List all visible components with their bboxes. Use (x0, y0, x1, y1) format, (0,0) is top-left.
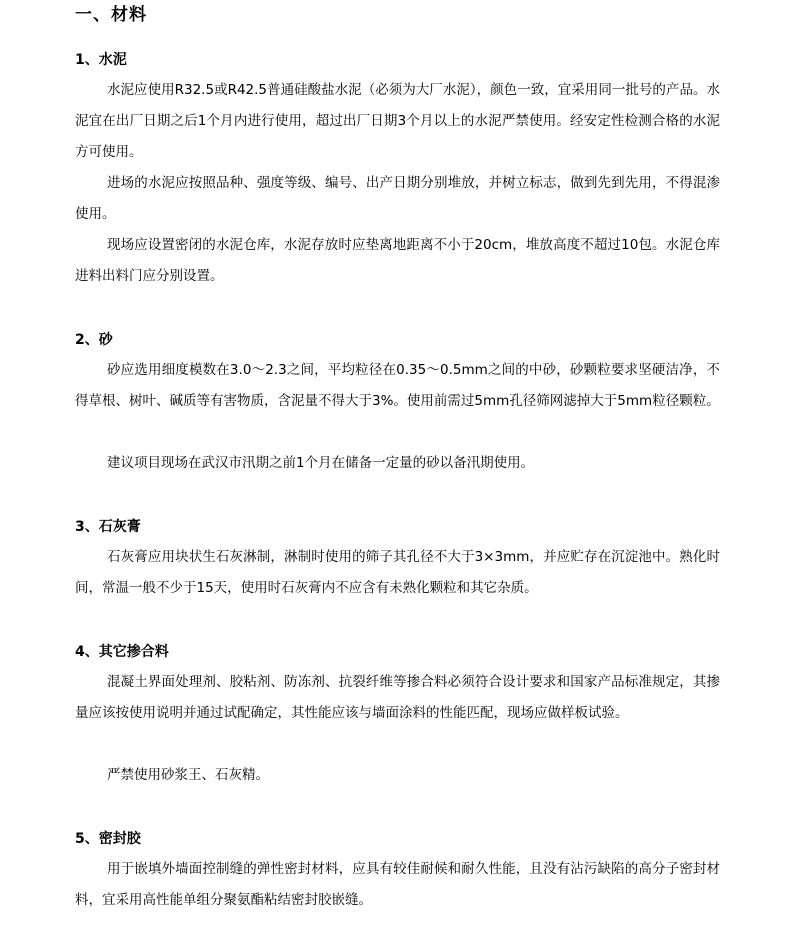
section-heading: 2、砂 (75, 332, 113, 348)
paragraph: 水泥应使用R32.5或R42.5普通硅酸盐水泥（必须为大厂水泥），颜色一致，宜采用同一批号的产品。水泥宜在出厂日期之后1个月内进行使用，超过出厂日期3个月以上的水泥严禁使用。经安定性检测合格的水泥方可使用。 (75, 82, 720, 160)
chapter-title: 一、材料 (75, 5, 147, 25)
paragraph: 石灰膏应用块状生石灰淋制，淋制时使用的筛子其孔径不大于3×3mm，并应贮存在沉淀池中。熟化时间，常温一般不少于15天，使用时石灰膏内不应含有未熟化颗粒和其它杂质。 (75, 549, 720, 596)
paragraph: 混凝土界面处理剂、胶粘剂、防冻剂、抗裂纤维等掺合料必须符合设计要求和国家产品标准规定，其掺量应该按使用说明并通过试配确定，其性能应该与墙面涂料的性能匹配，现场应做样板试验。 (75, 674, 720, 721)
section-heading: 4、其它掺合料 (75, 644, 169, 660)
paragraph: 进场的水泥应按照品种、强度等级、编号、出产日期分别堆放，并树立标志，做到先到先用，不得混渗使用。 (75, 175, 720, 222)
paragraph: 严禁使用砂浆王、石灰精。 (107, 767, 269, 783)
section-heading: 5、密封胶 (75, 831, 141, 847)
paragraph: 现场应设置密闭的水泥仓库，水泥存放时应垫离地距离不小于20cm，堆放高度不超过10包。水泥仓库进料出料门应分别设置。 (75, 237, 720, 284)
paragraph: 用于嵌填外墙面控制缝的弹性密封材料，应具有较佳耐候和耐久性能，且没有沾污缺陷的高分子密封材料，宜采用高性能单组分聚氨酯粘结密封胶嵌缝。 (75, 861, 720, 908)
section-heading: 1、水泥 (75, 52, 127, 68)
paragraph: 建议项目现场在武汉市汛期之前1个月在储备一定量的砂以备汛期使用。 (107, 455, 535, 471)
paragraph: 砂应选用细度模数在3.0～2.3之间，平均粒径在0.35～0.5mm之间的中砂，砂颗粒要求坚硬洁净，不得草根、树叶、碱质等有害物质，含泥量不得大于3%。使用前需过5mm孔径筛网滤掉大于5mm粒径颗粒。 (75, 362, 720, 409)
section-heading: 3、石灰膏 (75, 519, 141, 535)
